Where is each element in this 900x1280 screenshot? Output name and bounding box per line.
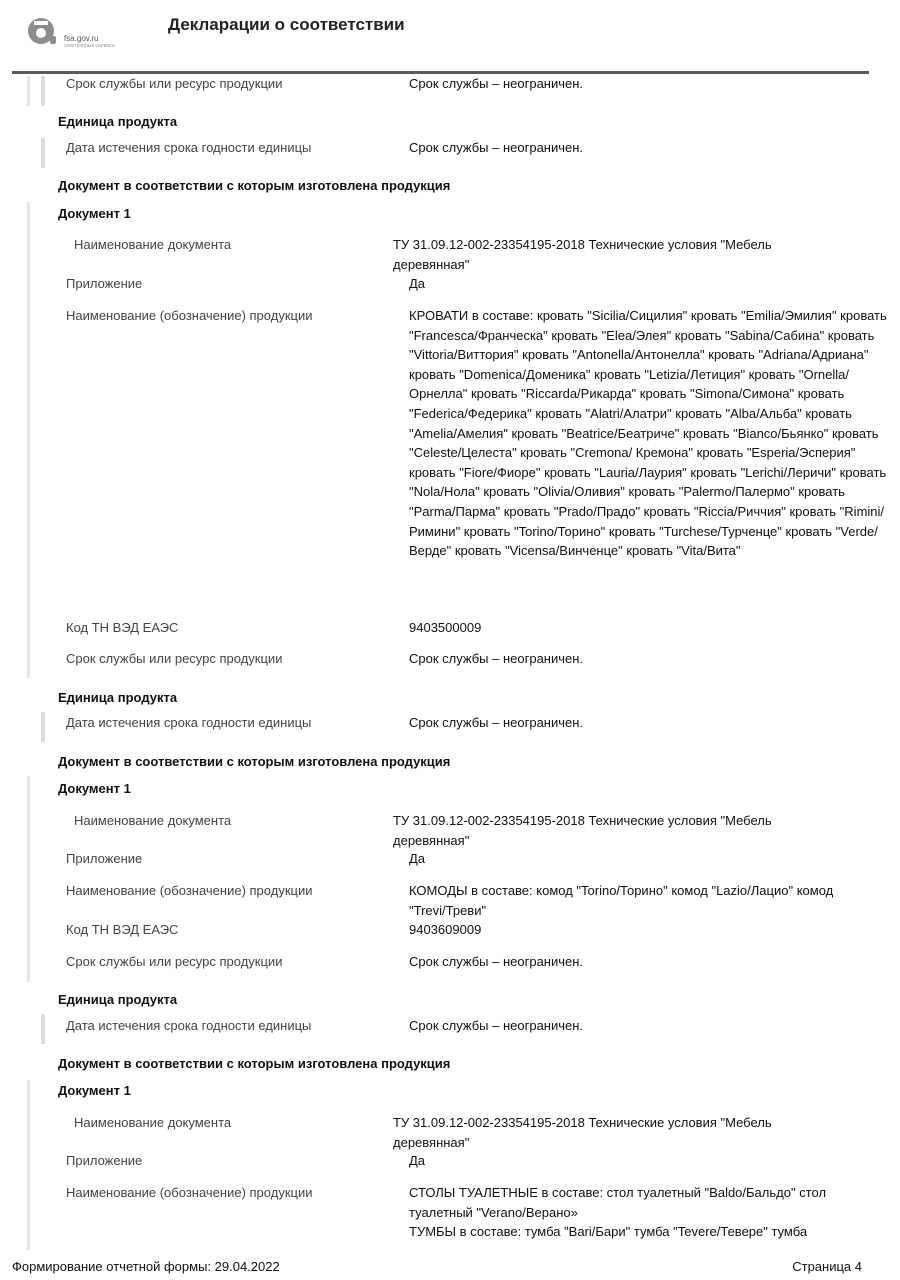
section-heading: Документ в соответствии с которым изготовлена продукция [58,178,451,193]
field-value: 9403500009 [409,620,482,635]
field-label: Приложение [66,276,143,291]
field-label: Наименование документа [74,813,232,828]
page-title: Декларации о соответствии [168,15,405,34]
field-label: Срок службы или ресурс продукции [66,76,283,91]
field-value: Срок службы – неограничен. [409,1018,584,1033]
page-header [0,0,900,74]
field-label: Дата истечения срока годности единицы [66,140,312,155]
field-value: СТОЛЫ ТУАЛЕТНЫЕ в составе: стол туалетный "Baldo/Бальдо" стол туалетный "Verano/Верано» [409,1185,827,1220]
field-value: Да [409,1153,426,1168]
field-value: КРОВАТИ в составе: кровать "Sicilia/Сицилия" кровать "Emilia/Эмилия" кровать "Francesca/Франческа" кровать "Elea/Элея" кровать "Sabina/Сабина" кровать "Vittoria/Виттория" кровать "Antonella/Антонелла" кровать "Adriana/Адриана" кровать "Domenica/Доменика" кровать "Letizia/Летиция" кровать "Ornella/Орнелла" кровать "Riccarda/Рикарда" кровать "Simona/Симона" кровать "Federica/Федерика" кровать "Alatri/Алатри" кровать "Alba/Альба" кровать "Amelia/Амелия" кровать "Beatrice/Беатриче" кровать "Bianco/Бьянко" кровать "Celeste/Целеста" кровать "Cremona/ Кремона" кровать "Esperia/Эсперия" кровать "Fiore/Фиоре" кровать "Lauria/Лаурия" кровать "Lerichi/Леричи" кровать "Nola/Нола" кровать "Olivia/Оливия" кровать "Palermo/Палермо" кровать "Parma/Парма" кровать "Prado/Прадо" кровать "Riccia/Риччия" кровать "Rimini/Римини" кровать "Torino/Торино" кровать "Turchese/Турченце" кровать "Verde/Верде" кровать "Vicensa/Винченце" кровать "Vita/Вита" [409,308,887,559]
field-label: Наименование (обозначение) продукции [66,883,313,898]
indent-bar [41,138,45,168]
field-value: Срок службы – неограничен. [409,954,584,969]
field-label: Дата истечения срока годности единицы [66,715,312,730]
logo-subtext: электронные сервисы [64,43,116,49]
indent-bar [27,1080,30,1250]
indent-bar [27,776,30,982]
section-heading: Единица продукта [58,992,178,1007]
field-label: Приложение [66,1153,143,1168]
fsa-logo-icon [24,12,60,48]
section-heading: Документ в соответствии с которым изготовлена продукция [58,1056,451,1071]
field-value: ТУ 31.09.12-002-23354195-2018 Технические условия "Мебель деревянная" [393,1115,772,1150]
field-value: Срок службы – неограничен. [409,140,584,155]
field-value: ТУ 31.09.12-002-23354195-2018 Технические условия "Мебель деревянная" [393,813,772,848]
field-label: Код ТН ВЭД ЕАЭС [66,922,179,937]
section-heading: Документ в соответствии с которым изготовлена продукция [58,754,451,769]
section-heading: Единица продукта [58,114,178,129]
field-label: Срок службы или ресурс продукции [66,954,283,969]
field-label: Наименование (обозначение) продукции [66,1185,313,1200]
field-value: 9403609009 [409,922,482,937]
field-value: Срок службы – неограничен. [409,76,584,91]
field-value: ТУМБЫ в составе: тумба "Bari/Бари" тумба "Tevere/Тевере" тумба [409,1224,808,1239]
indent-bar [27,202,30,678]
field-value: Срок службы – неограничен. [409,715,584,730]
field-label: Наименование документа [74,1115,232,1130]
field-label: Наименование документа [74,237,232,252]
logo-text: fsa.gov.ru [64,34,99,43]
field-label: Срок службы или ресурс продукции [66,651,283,666]
field-value: Да [409,851,426,866]
document-heading: Документ 1 [58,781,131,796]
document-heading: Документ 1 [58,1083,131,1098]
field-label: Дата истечения срока годности единицы [66,1018,312,1033]
report-date: Формирование отчетной формы: 29.04.2022 [12,1259,280,1274]
field-value: КОМОДЫ в составе: комод "Torino/Торино" комод "Lazio/Лацио" комод "Trevi/Треви" [409,883,834,918]
indent-bar [41,1014,45,1044]
indent-bar [41,76,45,106]
section-heading: Единица продукта [58,690,178,705]
field-label: Наименование (обозначение) продукции [66,308,313,323]
field-value: Да [409,276,426,291]
indent-bar [27,76,30,106]
page-number: Страница 4 [792,1259,862,1274]
field-label: Приложение [66,851,143,866]
document-heading: Документ 1 [58,206,131,221]
field-label: Код ТН ВЭД ЕАЭС [66,620,179,635]
indent-bar [41,712,45,742]
field-value: ТУ 31.09.12-002-23354195-2018 Технические условия "Мебель деревянная" [393,237,772,272]
field-value: Срок службы – неограничен. [409,651,584,666]
